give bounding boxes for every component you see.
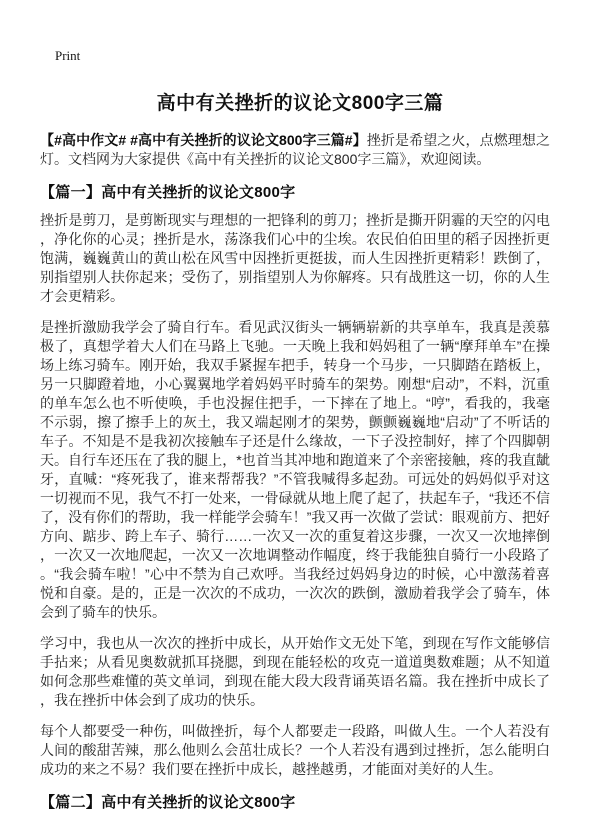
section-2-heading: 【篇二】高中有关挫折的议论文800字: [40, 794, 296, 811]
intro-paragraph: [40, 131, 550, 169]
section-1-paragraph-1: 挫折是剪刀，是剪断现实与理想的一把锋利的剪刀；挫折是撕开阴霾的天空的闪电，净化你的心灵；挫折是水，荡涤我们心中的尘埃。农民伯伯田里的稻子因挫折更饱满，巍巍黄山的黄山松在风雪中因挫折更挺拔，而人生因挫折更精彩！跌倒了，别指望别人扶你起来；受伤了，别指望别人为你解疼。只有战胜这一切，你的人生才会更精彩。: [40, 212, 550, 304]
page-title: 高中有关挫折的议论文800字三篇: [156, 93, 444, 114]
section-1-paragraph-4: 每个人都要受一种伤，叫做挫折，每个人都要走一段路，叫做人生。一个人若没有人间的酸甜苦辣，那么他则么会茁壮成长？一个人若没有遇到过挫折，怎么能明白成功的来之不易？我们要在挫折中成长，越挫越勇，才能面对美好的人生。: [40, 723, 550, 777]
print-button[interactable]: Print: [55, 48, 81, 63]
intro-hashtags: 【#高中作文# #高中有关挫折的议论文800字三篇#】: [40, 132, 367, 148]
intro-text: 挫折是希望之火，点燃理想之灯。文档网为大家提供《高中有关挫折的议论文800字三篇》，欢迎阅读。: [40, 132, 550, 167]
section-1-heading: 【篇一】高中有关挫折的议论文800字: [40, 184, 296, 201]
document-content: [40, 131, 550, 812]
section-1-paragraph-3: 学习中，我也从一次次的挫折中成长，从开始作文无处下笔，到现在写作文能够信手拈来；从看见奥数就抓耳挠腮，到现在能轻松的攻克一道道奥数难题；从不知道如何念那些难懂的英文单词，到现在能大段大段背诵英语名篇。我在挫折中成长了，我在挫折中体会到了成功的快乐。: [40, 635, 550, 708]
section-1-paragraph-2: 是挫折激励我学会了骑自行车。看见武汉街头一辆辆崭新的共享单车，我真是羡慕极了，真想学着大人们在马路上飞驰。一天晚上我和妈妈租了一辆“摩拜单车”在操场上练习骑车。刚开始，我双手紧握车把手，转身一个马步，一只脚踏在踏板上，另一只脚蹬着地，小心翼翼地学着妈妈平时骑车的架势。刚想“启动”，不料，沉重的单车怎么也不听使唤，手也没握住把手，一下摔在了地上。“哼”，看我的，我毫不示弱，擦了擦手上的灰土，我又端起刚才的架势，颤颤巍巍地“启动”了不听话的车子。不知是不是我初次接触车子还是什么缘故，一下子没控制好，摔了个四脚朝天。自行车还压在了我的腿上，*也首当其冲地和跑道来了个亲密接触，疼的我直龇牙，直喊：“疼死我了，谁来帮帮我？”不管我喊得多起劲。可远处的妈妈似乎对这一切视而不见，我气不打一处来，一骨碌就从地上爬了起了，扶起车子，“我还不信了，没有你们的帮助，我一样能学会骑车！”我又再一次做了尝试：眼观前方、把好方向、踮步、跨上车子、骑行……一次又一次的重复着这步骤，一次又一次地摔倒，一次又一次地爬起，一次又一次地调整动作幅度，终于我能独自骑行一小段路了。“我会骑车啦！”心中不禁为自己欢呼。当我经过妈妈身边的时候，心中激荡着喜悦和自豪。是的，正是一次次的不成功，一次次的跌倒，激励着我学会了骑车，体会到了骑车的快乐。: [40, 319, 550, 620]
